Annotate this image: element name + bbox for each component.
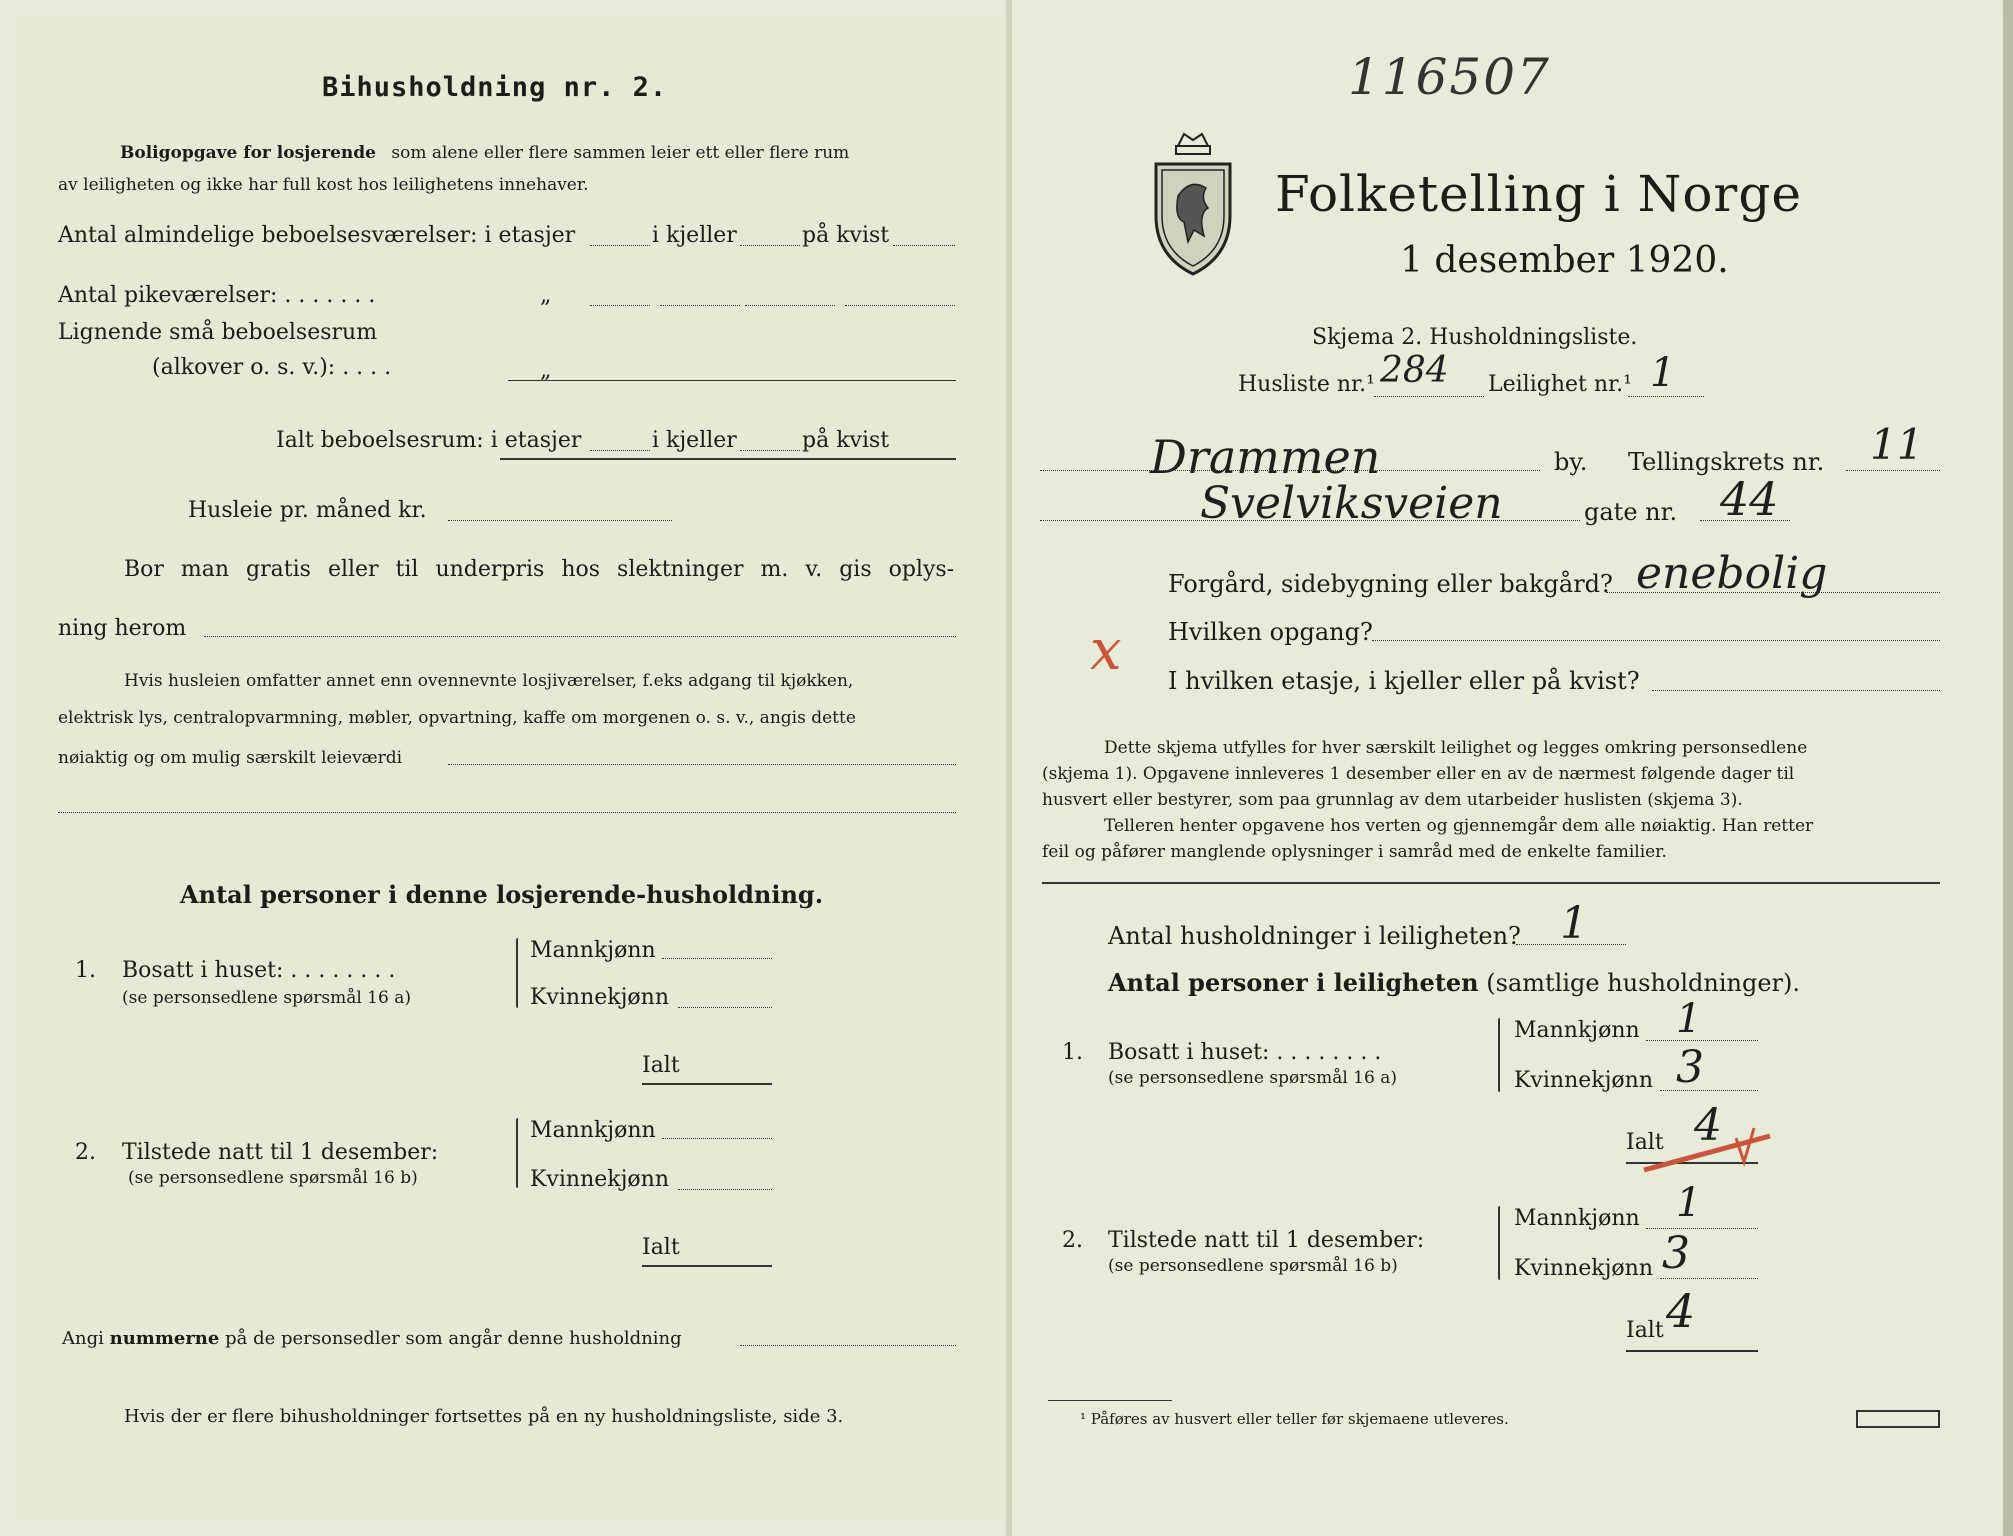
instruction-4: Telleren henter opgavene hos verten og gjennemgår dem alle nøiaktig. Han retter: [1104, 816, 1814, 836]
husleie-note-1: Hvis husleien omfatter annet enn ovennevnte losjiværelser, f.eks adgang til kjøkken,: [124, 671, 854, 691]
gate-label: gate nr.: [1584, 498, 1678, 526]
gratis-line-2: ning herom: [58, 616, 187, 641]
right-bosatt-ialt-value: 4: [1694, 1100, 1722, 1151]
krets-label: Tellingskrets nr.: [1628, 448, 1825, 476]
census-date: 1 desember 1920.: [1400, 240, 1729, 281]
leilighet-value: 1: [1650, 350, 1676, 396]
right-bosatt-ialt: Ialt: [1626, 1130, 1664, 1155]
left-tilstede-brace: [516, 1118, 518, 1188]
left-tilstede-ref: (se personsedlene spørsmål 16 b): [128, 1168, 418, 1188]
rooms-kvist-field: [893, 245, 955, 246]
left-bosatt-mann: Mannkjønn: [530, 938, 656, 963]
left-tilstede-label: Tilstede natt til 1 desember:: [122, 1140, 439, 1165]
leieverdi-field: [448, 764, 956, 765]
right-persons-rest: (samtlige husholdninger).: [1486, 969, 1801, 997]
city-field: [1040, 470, 1540, 471]
right-tilstede-label: Tilstede natt til 1 desember:: [1108, 1228, 1425, 1253]
etasje-field: [1652, 690, 1940, 691]
street-field: [1040, 520, 1580, 521]
husleie-note-3: nøiaktig og om mulig særskilt leieværdi: [58, 748, 403, 768]
right-bosatt-mann-field: [1646, 1040, 1758, 1041]
right-tilstede-mann: Mannkjønn: [1514, 1206, 1640, 1231]
left-tilstede-mann: Mannkjønn: [530, 1118, 656, 1143]
left-footer: Hvis der er flere bihusholdninger fortsettes på en ny husholdningsliste, side 3.: [124, 1406, 844, 1427]
krets-field: [1846, 470, 1940, 471]
right-tilstede-brace: [1498, 1206, 1500, 1280]
left-tilstede-kvinne: Kvinnekjønn: [530, 1167, 669, 1192]
rooms-kvist: på kvist: [802, 223, 890, 248]
krets-value: 11: [1870, 420, 1924, 469]
angi-bold: nummerne: [109, 1328, 220, 1349]
intro-rest: som alene eller flere sammen leier ett eller flere rum: [391, 143, 850, 163]
right-bosatt-kvinne: Kvinnekjønn: [1514, 1068, 1653, 1093]
footnote-rule: [1048, 1400, 1172, 1401]
gratis-line-1: Bor man gratis eller til underpris hos slektninger m. v. gis oplys-: [124, 557, 955, 582]
left-bosatt-num: 1.: [75, 958, 96, 983]
main-title: Folketelling i Norge: [1275, 165, 1802, 223]
left-bosatt-kvinne-field: [678, 1007, 772, 1008]
leilighet-label: Leilighet nr.¹: [1488, 372, 1632, 397]
left-title: Bihusholdning nr. 2.: [322, 72, 668, 103]
rooms-kjeller: i kjeller: [652, 223, 737, 248]
hush-field: [1516, 944, 1626, 945]
lign-label-2: (alkover o. s. v.): . . . .: [152, 355, 392, 380]
rooms-kjeller-field: [740, 245, 800, 246]
left-bosatt-brace: [516, 938, 518, 1008]
left-bosatt-mann-field: [662, 958, 772, 959]
rooms-label: Antal almindelige beboelsesværelser: i etasjer: [58, 223, 576, 248]
gate-value: 44: [1720, 472, 1779, 526]
archive-number: 116507: [1348, 48, 1551, 106]
instruction-5: feil og påfører manglende oplysninger i samråd med de enkelte familier.: [1042, 842, 1667, 862]
printer-stamp: [1856, 1410, 1940, 1428]
right-bosatt-num: 1.: [1062, 1040, 1083, 1065]
left-bosatt-ialt-field: [642, 1083, 772, 1085]
coat-of-arms-icon: [1148, 126, 1238, 276]
gratis-field: [204, 636, 956, 637]
city-value: Drammen: [1150, 430, 1381, 484]
left-bosatt-kvinne: Kvinnekjønn: [530, 985, 669, 1010]
street-value: Svelviksveien: [1200, 478, 1503, 529]
right-tilstede-ref: (se personsedlene spørsmål 16 b): [1108, 1256, 1398, 1276]
left-tilstede-kvinne-field: [678, 1189, 772, 1190]
left-bosatt-ialt: Ialt: [642, 1053, 680, 1078]
right-tilstede-num: 2.: [1062, 1228, 1083, 1253]
left-tilstede-mann-field: [662, 1138, 772, 1139]
page-fold: [1006, 0, 1012, 1536]
right-tilstede-mann-value: 1: [1676, 1180, 1702, 1226]
ialt-kvist: på kvist: [802, 428, 890, 453]
angi-pre: Angi: [62, 1328, 104, 1349]
pike-ditto: „: [540, 283, 552, 308]
opgang-label: Hvilken opgang?: [1168, 618, 1373, 646]
intro-text: [120, 143, 849, 163]
left-tilstede-ialt: Ialt: [642, 1235, 680, 1260]
footnote: ¹ Påføres av husvert eller teller før skjemaene utleveres.: [1080, 1410, 1509, 1428]
leilighet-field: [1628, 396, 1704, 397]
rooms-etasjer-field: [590, 245, 650, 246]
page-edge: [2003, 0, 2013, 1536]
instruction-1: Dette skjema utfylles for hver særskilt leilighet og legges omkring personsedlene: [1104, 738, 1808, 758]
right-bosatt-kvinne-field: [1660, 1090, 1758, 1091]
ialt-rooms-label: Ialt beboelsesrum: i etasjer: [276, 428, 582, 453]
angi-field: [740, 1345, 956, 1346]
forgard-label: Forgård, sidebygning eller bakgård?: [1168, 570, 1613, 598]
by-label: by.: [1554, 448, 1588, 476]
left-tilstede-ialt-field: [642, 1265, 772, 1267]
ialt-kjeller-field: [740, 450, 800, 451]
forgard-field: [1606, 592, 1940, 593]
right-tilstede-kvinne-field: [1660, 1278, 1758, 1279]
instruction-3: husvert eller bestyrer, som paa grunnlag av dem utarbeider huslisten (skjema 3).: [1042, 790, 1743, 810]
husliste-label: Husliste nr.¹: [1238, 372, 1375, 397]
pike-field-4: [845, 305, 955, 306]
husleie-note-2: elektrisk lys, centralopvarmning, møbler, opvartning, kaffe om morgenen o. s. v., angis dette: [58, 708, 856, 728]
schema-label: Skjema 2. Husholdningsliste.: [1312, 325, 1638, 350]
right-tilstede-ialt-value: 4: [1666, 1284, 1696, 1338]
hush-value: 1: [1560, 898, 1588, 949]
angi-rest: på de personsedler som angår denne husholdning: [225, 1328, 682, 1349]
left-bosatt-label: Bosatt i huset: . . . . . . . .: [122, 958, 396, 983]
instruction-2: (skjema 1). Opgavene innleveres 1 desember eller en av de nærmest følgende dager til: [1042, 764, 1795, 784]
husleie-field: [448, 520, 672, 521]
left-bosatt-ref: (se personsedlene spørsmål 16 a): [122, 988, 411, 1008]
right-tilstede-kvinne-value: 3: [1662, 1228, 1690, 1279]
opgang-field: [1372, 640, 1940, 641]
right-bosatt-ref: (se personsedlene spørsmål 16 a): [1108, 1068, 1397, 1088]
husleie-label: Husleie pr. måned kr.: [188, 498, 427, 523]
lign-field: [508, 380, 956, 381]
instruction-divider: [1042, 882, 1940, 884]
pike-label: Antal pikeværelser: . . . . . . .: [58, 283, 376, 308]
husliste-field: [1374, 396, 1484, 397]
ialt-kjeller: i kjeller: [652, 428, 737, 453]
right-persons-bold: Antal personer i leiligheten: [1108, 968, 1479, 997]
right-persons-heading: [1108, 968, 1800, 997]
lign-ditto: „: [540, 358, 552, 383]
right-bosatt-label: Bosatt i huset: . . . . . . . .: [1108, 1040, 1382, 1065]
right-bosatt-brace: [1498, 1018, 1500, 1092]
gate-field: [1700, 520, 1790, 521]
right-tilstede-kvinne: Kvinnekjønn: [1514, 1256, 1653, 1281]
ialt-underline: [500, 458, 956, 460]
intro-line2: av leiligheten og ikke har full kost hos leilighetens innehaver.: [58, 175, 589, 195]
angi-text: [62, 1328, 682, 1349]
right-tilstede-ialt: Ialt: [1626, 1318, 1664, 1343]
hush-label: Antal husholdninger i leiligheten?: [1108, 922, 1521, 950]
right-tilstede-ialt-field: [1626, 1350, 1758, 1352]
red-x-mark: x: [1090, 618, 1122, 683]
left-persons-heading: Antal personer i denne losjerende-husholdning.: [180, 880, 824, 909]
intro-bold: Boligopgave for losjerende: [120, 143, 376, 163]
pike-field-1: [590, 305, 650, 306]
leieverdi-field-2: [58, 812, 956, 813]
husliste-value: 284: [1380, 350, 1449, 391]
lign-label-1: Lignende små beboelsesrum: [58, 320, 378, 345]
red-checkmark-icon: [1640, 1120, 1780, 1180]
right-bosatt-mann: Mannkjønn: [1514, 1018, 1640, 1043]
pike-field-2: [660, 305, 740, 306]
right-bosatt-kvinne-value: 3: [1676, 1042, 1704, 1093]
right-bosatt-mann-value: 1: [1676, 996, 1702, 1042]
pike-field-3: [745, 305, 835, 306]
forgard-value: enebolig: [1636, 548, 1828, 599]
etasje-label: I hvilken etasje, i kjeller eller på kvist?: [1168, 667, 1640, 695]
ialt-etasjer-field: [590, 450, 650, 451]
left-tilstede-num: 2.: [75, 1140, 96, 1165]
